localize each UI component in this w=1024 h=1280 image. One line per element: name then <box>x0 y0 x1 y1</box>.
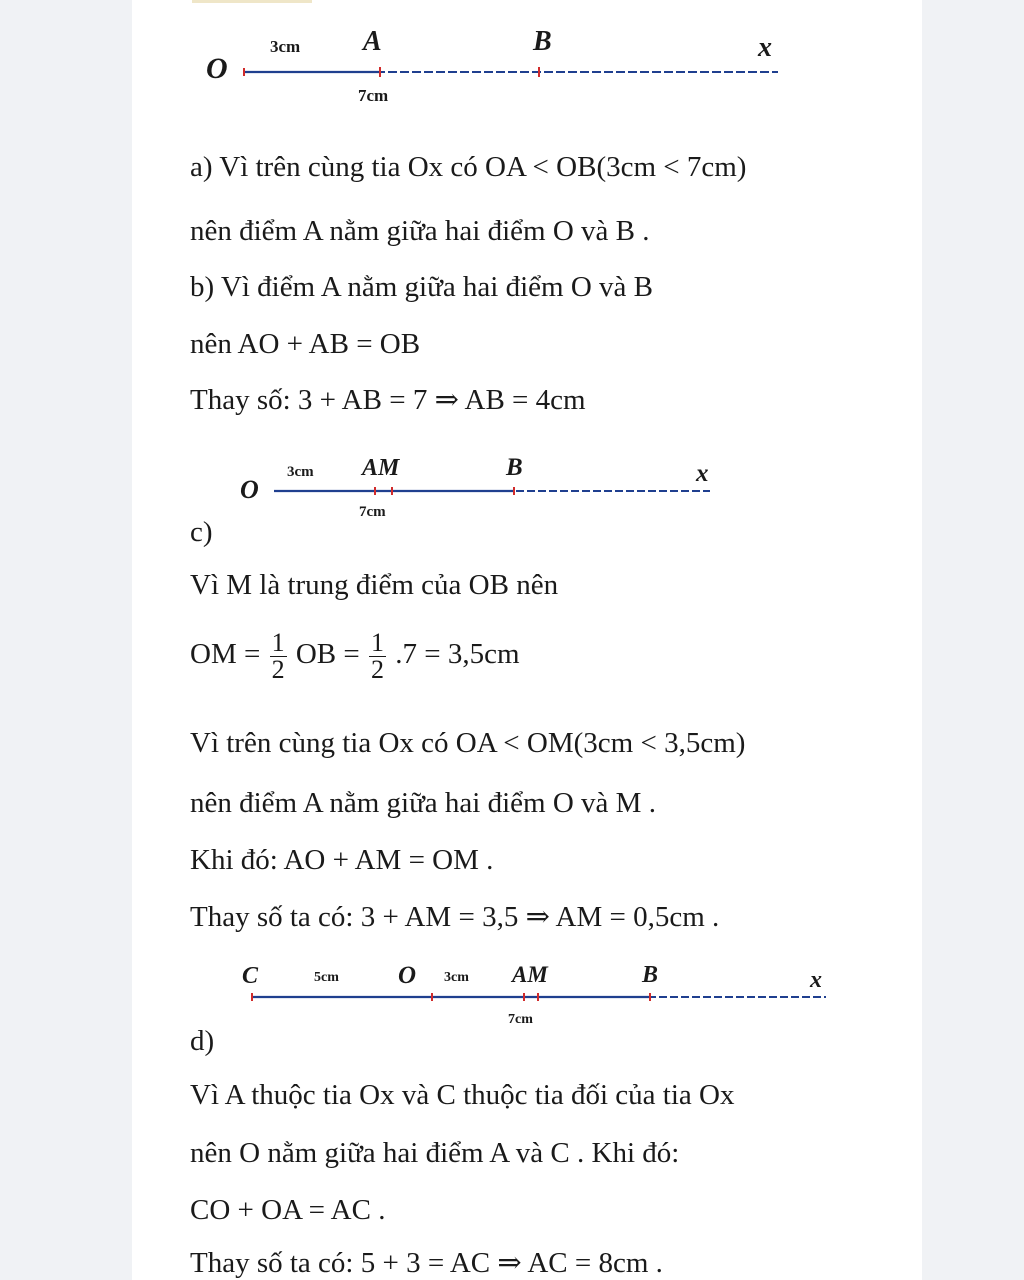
point-b-label: B <box>533 26 552 57</box>
part-d-line-3: CO + OA = AC . <box>190 1194 386 1226</box>
formula-lhs: OM = <box>190 638 261 671</box>
part-d-line-4: Thay số ta có: 5 + 3 = AC ⇒ AC = 8cm . <box>190 1247 663 1279</box>
part-b-line-3: Thay số: 3 + AB = 7 ⇒ AB = 4cm <box>190 384 586 416</box>
fraction-numerator: 1 <box>271 628 285 657</box>
part-c-line-3: Vì trên cùng tia Ox có OA < OM(3cm < 3,5cm) <box>190 727 746 759</box>
part-d-label: d) <box>190 1025 215 1057</box>
part-a-line-1: a) Vì trên cùng tia Ox có OA < OB(3cm < 7cm) <box>190 151 747 183</box>
fraction-denominator: 2 <box>370 655 384 684</box>
point-b-label: B <box>642 962 659 988</box>
part-c-formula <box>190 630 520 683</box>
length-ob-label: 7cm <box>358 86 389 105</box>
fraction-denominator: 2 <box>271 655 285 684</box>
figure-ray-2 <box>232 448 732 533</box>
length-ob-label: 7cm <box>359 504 386 520</box>
length-oa-label: 3cm <box>444 970 469 985</box>
fraction-numerator: 1 <box>370 628 384 657</box>
left-gutter <box>0 0 132 1280</box>
point-a-label: A <box>363 26 382 57</box>
length-co-label: 5cm <box>314 970 339 985</box>
part-c-line-1: Vì M là trung điểm của OB nên <box>190 569 559 601</box>
point-o-label: O <box>240 475 259 504</box>
part-c-line-6: Thay số ta có: 3 + AM = 3,5 ⇒ AM = 0,5cm . <box>190 901 720 933</box>
part-c-line-5: Khi đó: AO + AM = OM . <box>190 844 494 876</box>
ray-x-label: x <box>758 32 772 63</box>
part-a-line-2: nên điểm A nằm giữa hai điểm O và B . <box>190 215 650 247</box>
top-fragment <box>192 0 312 3</box>
formula-mid: OB = <box>295 638 360 671</box>
part-c-label: c) <box>190 516 213 548</box>
length-ob-label: 7cm <box>508 1012 533 1027</box>
point-am-label: AM <box>362 455 400 481</box>
length-oa-label: 3cm <box>287 464 314 480</box>
fraction-one-half-2 <box>369 630 386 683</box>
fraction-one-half <box>270 630 287 683</box>
point-am-label: AM <box>512 962 548 987</box>
ray-x-label: x <box>696 460 709 487</box>
figure-ray-3 <box>236 955 836 1040</box>
part-d-line-1: Vì A thuộc tia Ox và C thuộc tia đối của tia Ox <box>190 1079 735 1111</box>
figure-ray-1 <box>200 22 800 117</box>
part-b-line-1: b) Vì điểm A nằm giữa hai điểm O và B <box>190 271 654 303</box>
part-b-line-2: nên AO + AB = OB <box>190 328 421 360</box>
point-c-label: C <box>242 963 259 989</box>
point-o-label: O <box>206 52 228 85</box>
point-o-label: O <box>398 962 417 989</box>
ray-x-label: x <box>810 967 822 993</box>
formula-rhs: .7 = 3,5cm <box>395 638 520 671</box>
part-d-line-2: nên O nằm giữa hai điểm A và C . Khi đó: <box>190 1137 680 1169</box>
part-c-line-4: nên điểm A nằm giữa hai điểm O và M . <box>190 787 656 819</box>
right-gutter <box>922 0 1024 1280</box>
point-b-label: B <box>506 454 523 481</box>
length-oa-label: 3cm <box>270 37 301 56</box>
